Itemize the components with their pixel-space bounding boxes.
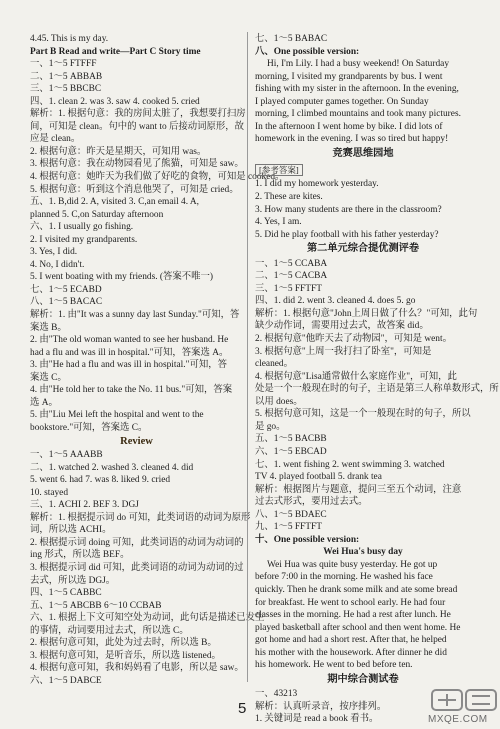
answer-line: 4. No, I didn't. bbox=[30, 259, 85, 270]
answer-line: 八、1～5 BDAEC bbox=[255, 509, 327, 520]
essay-line: played basketball after school and then went home. He bbox=[255, 622, 461, 633]
answer-line: 一、43213 bbox=[255, 689, 298, 700]
essay-line: before 7:00 in the morning. He washed his face bbox=[255, 572, 433, 583]
explanation-line: 3. 根据句意：我在动物园看见了熊猫，可知是 saw。 bbox=[30, 159, 244, 170]
essay-line: Hi, I'm Lily. I had a busy weekend! On Saturday bbox=[267, 59, 450, 70]
explanation-line: 5. 根据句意可知，这是一个一般现在时的句子，所以 bbox=[255, 409, 471, 420]
explanation-line: 处是一个一般现在时的句子，主语是第三人称单数形式，所 bbox=[255, 384, 499, 395]
answer-line: 三、1～5 FFTFT bbox=[255, 283, 322, 294]
answer-line: 七、1～5 BABAC bbox=[255, 34, 328, 44]
explanation-line: 解析：根据图片与题意，提问三至五个动词，注意 bbox=[255, 484, 462, 495]
explanation-line: 缺少动作词，需要用过去式，故答案 did。 bbox=[255, 321, 429, 332]
section-heading: Part B Read and write—Part C Story time bbox=[30, 46, 201, 57]
essay-line: In the afternoon I went home by bike. I did lots of bbox=[255, 121, 443, 132]
answer-line: 2. These are kites. bbox=[255, 192, 323, 203]
essay-line: homework in the evening. I was so tired but happy! bbox=[255, 134, 449, 145]
answer-line: 五、1. B,did 2. A, visited 3. C,an email 4. A, bbox=[30, 197, 200, 208]
answer-line: 四、1～5 CABBC bbox=[30, 588, 102, 599]
explanation-line: cleaned。 bbox=[255, 359, 293, 370]
explanation-line: 3. 根据句意可知，是听音乐，所以选 listened。 bbox=[30, 650, 221, 661]
answer-line: 一、1～5 AAABB bbox=[30, 450, 103, 461]
midterm-heading: 期中综合测试卷 bbox=[327, 673, 399, 685]
answer-line: 八、1～5 BACAC bbox=[30, 297, 103, 308]
answer-line: 七、1～5 ECABD bbox=[30, 284, 102, 295]
explanation-line: 2. 由"The old woman wanted to see her husband. He bbox=[30, 335, 229, 346]
essay-line: morning, I climbed mountains and took many pictures. bbox=[255, 109, 461, 120]
answer-line: 五、1～5 BACBB bbox=[255, 434, 327, 445]
explanation-line: 5. 由"Liu Mei left the hospital and went to the bbox=[30, 410, 204, 421]
answer-line: 六、1～5 EBCAD bbox=[255, 446, 327, 457]
essay-line: quickly. Then he drank some milk and ate some bread bbox=[255, 584, 458, 595]
answer-line: 5. I went boating with my friends. (答案不唯一) bbox=[30, 272, 214, 283]
answer-line: 三、1～5 BBCBC bbox=[30, 84, 102, 95]
section-heading: 八、One possible version: bbox=[255, 46, 360, 57]
explanation-line: bookstore."可知，答案选 C。 bbox=[30, 422, 148, 433]
reference-answer-label: [参考答案] bbox=[255, 164, 303, 176]
answer-line: 二、1～5 CACBA bbox=[255, 271, 328, 282]
answer-line: 一、1～5 FTFFF bbox=[30, 59, 97, 70]
explanation-line: 六、1. 根据上下文可知空处为动词，此句话是描述已发生 bbox=[30, 613, 265, 624]
essay-line: for breakfast. He went to school early. He had four bbox=[255, 597, 446, 608]
explanation-line: 解析：1. 根据句意：我的房间太脏了，我想要打扫房 bbox=[30, 109, 246, 120]
explanation-line: 以用 does。 bbox=[255, 396, 303, 407]
answer-line: 七、1. went fishing 2. went swimming 3. watched bbox=[255, 459, 445, 470]
essay-line: his mother with the housework. After dinner he did bbox=[255, 647, 447, 658]
answer-line: 二、1. watched 2. washed 3. cleaned 4. did bbox=[30, 462, 194, 473]
essay-line: his homework. He went to bed before ten. bbox=[255, 660, 413, 671]
answer-line: TV 4. played football 5. drank tea bbox=[255, 472, 382, 483]
answer-line: 四、1. did 2. went 3. cleaned 4. does 5. go bbox=[255, 296, 416, 307]
answer-line: 10. stayed bbox=[30, 487, 69, 498]
explanation-line: 过去式形式，要用过去式。 bbox=[255, 497, 368, 508]
essay-line: fishing with my sister in the afternoon. In the evening, bbox=[255, 84, 459, 95]
page-number: 5 bbox=[238, 700, 247, 717]
section-heading: 十、One possible version: bbox=[255, 534, 360, 545]
explanation-line: 5. 根据句意：听到这个消息他哭了，可知是 cried。 bbox=[30, 184, 239, 195]
explanation-line: 3. 由"He had a flu and was ill in hospital."可知，答 bbox=[30, 360, 227, 371]
answer-line: 1. I did my homework yesterday. bbox=[255, 179, 379, 190]
essay-title: Wei Hua's busy day bbox=[323, 547, 403, 558]
answer-line: 六、1～5 DABCE bbox=[30, 675, 102, 686]
explanation-line: 间，可知是 clean。句中的 want to 后接动词原形，故 bbox=[30, 121, 245, 132]
explanation-line: 解析：1. 根据提示词 do 可知，此类词语的动词为原形 bbox=[30, 512, 251, 523]
answer-line: 六、1. I usually go fishing. bbox=[30, 222, 134, 233]
explanation-line: 应是 clean。 bbox=[30, 134, 81, 145]
column-divider bbox=[247, 32, 248, 682]
answer-line: 3. How many students are there in the classroom? bbox=[255, 204, 442, 215]
explanation-line: 2. 根据句意：昨天是星期天，可知用 was。 bbox=[30, 146, 207, 157]
explanation-line: ing 形式，所以选 BEF。 bbox=[30, 550, 130, 561]
explanation-line: 词，所以选 ACHI。 bbox=[30, 525, 112, 536]
answer-line: 一、1～5 CCABA bbox=[255, 258, 328, 269]
explanation-line: 1. 关键词是 read a book 看书。 bbox=[255, 714, 379, 725]
explanation-line: 选 A。 bbox=[30, 397, 58, 408]
explanation-line: 去式，所以选 DGJ。 bbox=[30, 575, 116, 586]
essay-line: classes in the morning. He had a rest after lunch. He bbox=[255, 610, 451, 621]
answer-line: 二、1～5 ABBAB bbox=[30, 71, 103, 82]
text-line: 4.45. This is my day. bbox=[30, 34, 109, 44]
answer-line: 四、1. clean 2. was 3. saw 4. cooked 5. cried bbox=[30, 96, 200, 107]
answer-line: 4. Yes, I am. bbox=[255, 217, 302, 228]
review-heading: Review bbox=[120, 435, 153, 447]
answer-line: 5. went 6. had 7. was 8. liked 9. cried bbox=[30, 475, 171, 486]
explanation-line: 案选 B。 bbox=[30, 322, 67, 333]
answer-line: 5. Did he play football with his father yesterday? bbox=[255, 229, 439, 240]
explanation-line: had a flu and was ill in hospital."可知，答案选 A。 bbox=[30, 347, 229, 358]
explanation-line: 4. 根据句意"Lisa通常做什么家庭作业"，可知，此 bbox=[255, 371, 457, 382]
explanation-line: 案选 C。 bbox=[30, 372, 67, 383]
contest-heading: 竞赛思维园地 bbox=[332, 147, 394, 159]
essay-line: morning, I visited my grandparents by bus. I went bbox=[255, 71, 443, 82]
explanation-line: 3. 根据提示词 did 可知，此类词语的动词为动词的过 bbox=[30, 562, 244, 573]
answer-line: 三、1. ACHI 2. BEF 3. DGJ bbox=[30, 500, 139, 511]
answer-line: 3. Yes, I did. bbox=[30, 247, 78, 258]
explanation-line: 的事情，动词要用过去式，所以选 C。 bbox=[30, 625, 189, 636]
answer-line: 五、1～5 ABCBB 6～10 CCBAB bbox=[30, 600, 162, 611]
essay-line: I played computer games together. On Sunday bbox=[255, 96, 429, 107]
explanation-line: 2. 根据句意可知，此处为过去时，所以选 B。 bbox=[30, 638, 217, 649]
answer-line: 2. I visited my grandparents. bbox=[30, 234, 138, 245]
explanation-line: 是 go。 bbox=[255, 421, 286, 432]
explanation-line: 4. 根据句意可知，我和妈妈看了电影，所以是 saw。 bbox=[30, 663, 244, 674]
answer-line: 九、1～5 FFTFT bbox=[255, 522, 322, 533]
explanation-line: 解析：1. 根据句意"John上周日做了什么？"可知，此句 bbox=[255, 308, 478, 319]
explanation-line: 3. 根据句意"上周一我打扫了卧室"，可知是 bbox=[255, 346, 432, 357]
explanation-line: 解析：认真听录音，按序排列。 bbox=[255, 701, 387, 712]
essay-line: got home and had a short rest. After that, he helped bbox=[255, 635, 447, 646]
explanation-line: 2. 根据句意"他昨天去了动物园"，可知是 went。 bbox=[255, 334, 452, 345]
explanation-line: 2. 根据提示词 doing 可知，此类词语的动词为动词的 bbox=[30, 537, 244, 548]
answer-line: planned 5. C,on Saturday afternoon bbox=[30, 209, 164, 220]
explanation-line: 4. 由"He told her to take the No. 11 bus."可知，答案 bbox=[30, 385, 233, 396]
essay-line: Wei Hua was quite busy yesterday. He got up bbox=[267, 559, 438, 570]
explanation-line: 解析：1. 由"It was a sunny day last Sunday."可知，答 bbox=[30, 310, 240, 321]
explanation-line: 4. 根据句意：她昨天为我们做了好吃的食物，可知是 cooked。 bbox=[30, 172, 285, 183]
watermark-text: MXQE.COM bbox=[428, 714, 488, 725]
unit-test-heading: 第二单元综合提优测评卷 bbox=[306, 243, 420, 255]
right-column bbox=[255, 33, 499, 726]
